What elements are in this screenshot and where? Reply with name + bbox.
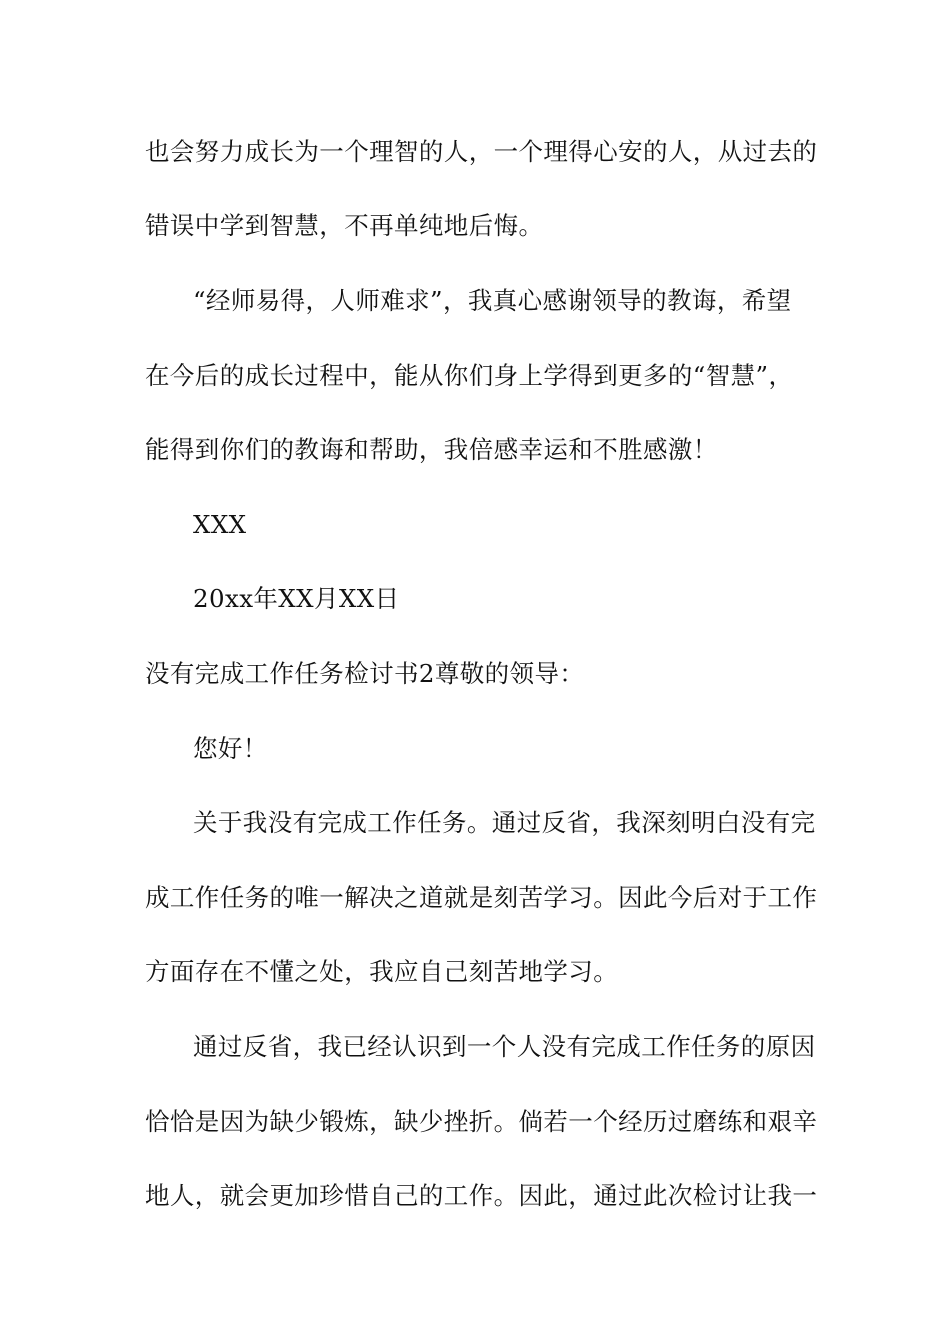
body-text-line: 错误中学到智慧，不再单纯地后悔。 (145, 211, 544, 240)
body-text-line: 方面存在不懂之处，我应自己刻苦地学习。 (145, 957, 619, 986)
paragraph-first-line: 关于我没有完成工作任务。通过反省，我深刻明白没有完 (193, 808, 816, 837)
paragraph-first-line: “经师易得，人师难求”，我真心感谢领导的教诲，希望 (193, 286, 792, 315)
greeting: 您好！ (193, 734, 268, 763)
body-text-line: 能得到你们的教诲和帮助，我倍感幸运和不胜感激！ (145, 435, 718, 464)
signature-date: 20xx年XX月XX日 (193, 584, 400, 613)
signature-name: XXX (193, 510, 247, 539)
body-text-line: 恰恰是因为缺少锻炼，缺少挫折。倘若一个经历过磨练和艰辛 (145, 1107, 818, 1136)
body-text-line: 成工作任务的唯一解决之道就是刻苦学习。因此今后对于工作 (145, 883, 818, 912)
body-text-line: 地人，就会更加珍惜自己的工作。因此，通过此次检讨让我一 (145, 1181, 818, 1210)
body-text-line: 也会努力成长为一个理智的人，一个理得心安的人，从过去的 (145, 137, 818, 166)
paragraph-first-line: 通过反省，我已经认识到一个人没有完成工作任务的原因 (193, 1032, 816, 1061)
body-text-line: 在今后的成长过程中，能从你们身上学得到更多的“智慧”， (145, 361, 794, 390)
section-heading: 没有完成工作任务检讨书2尊敬的领导： (145, 659, 585, 688)
